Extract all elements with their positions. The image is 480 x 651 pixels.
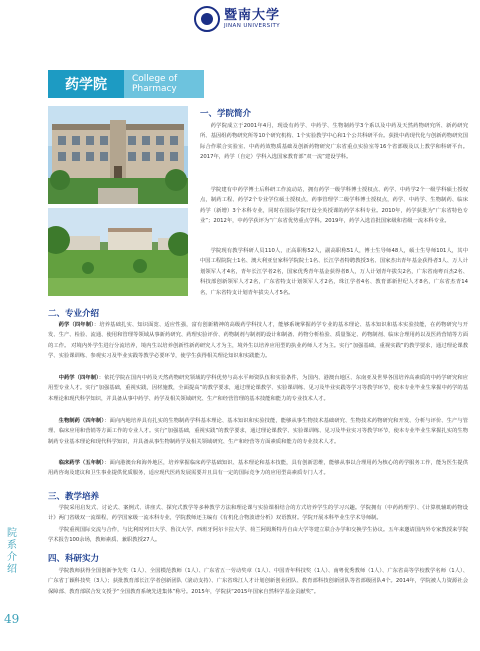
major-tcm-text: ：依托学院在国内中药及天然药物研究领域的学科优势与高水平师资队伍和实验条件，为国内、港澳台地区、东南亚及世界各国培养高素质的中药学研究和应用型专业人才。实行“加强基础，重视实践，因材施教，全面提高”的教学要求，通过理论课教学、实验课训练、见习及毕业实践等学习等教学环节，使本专业毕业生掌握中药学的基本理论和现代科学知识，并具备从事中药学、药学及相关领域研究、生产和经营管理的基本技能和能力的专业技术人才。 bbox=[48, 375, 468, 402]
major-biopharma bbox=[48, 416, 468, 447]
section-heading-majors: 二、专业介绍 bbox=[48, 309, 100, 319]
major-tcm bbox=[48, 373, 468, 404]
major-clinical-text: ：面向港澳台和海外地区，培养掌握临床药学基础知识、基本理论和基本技能，具有创新思维，能够从事以合理用药为核心的药学服务工作，能为医生提供用药咨询及建议和卫生事业提供优质服务，适应现代医药发展需要并且具有一定的国际竞争力的应用型高素质专门人才。 bbox=[48, 460, 468, 477]
college-title: 药学院 bbox=[48, 70, 124, 98]
section-heading-research: 四、科研实力 bbox=[48, 554, 100, 564]
major-biopharma-label: 生物制药（四年制） bbox=[58, 418, 105, 424]
page-number: 49 bbox=[4, 612, 20, 626]
university-logo bbox=[194, 6, 280, 32]
campus-garden-photo bbox=[48, 208, 188, 296]
major-pharmacy bbox=[48, 320, 468, 362]
teaching-paragraph-2: 学院重视国际交流与合作，与比利时列日大学、鲁汶大学、西班牙阿尔卡拉大学、荷兰阿姆斯特丹自由大学等建立联合办学和交换学生协议。五年来邀请国内外专家教授来学院学术报告100余场，教师素质、兼职教授27人。 bbox=[48, 527, 468, 544]
section-heading-teaching: 三、教学培养 bbox=[48, 492, 100, 502]
intro-paragraph-3: 学院现有教学科研人员110人，正高职称52人，副高职称51人，博士生导师48人，硕士生导师101人，其中中国工程院院士1名、澳大利亚皇家科学院院士1名、长江学者特聘教授3名、国家杰出青年基金获得者3人、万人计划领军人才4名，青年长江学者2名，国家优秀青年基金获得者8人，万人计划青年拔尖2名，广东省南粤百杰2名、科技部创新领军人才2名，广东省特支计划领军人才2名，珠江学者4名、教育部新世纪人才8名，广东省杰青14名，广东省特支计划青年拔尖人才5名。 bbox=[200, 248, 468, 296]
section-tab-label: 院系介绍 bbox=[7, 528, 17, 575]
major-pharmacy-text: ：培养基础扎实、知识面宽、适应性强，富有创新精神的高级药学科技人才，能够系统掌握药学专业的基本理论、基本知识和基本实验技能，在药物研究与开发、生产、检验、流通、使用和管理等领域从事新药研究、药理实验评价、药物制剂与制剂的设计和制备、药物分析检验、质量鉴定、药物制剂、临床合理用药以及医药营销等方面的工作。 对境内外学生进行分流培养，境内生以培养创新性新药研究人才为主，境外生以培养应用型的执业药师人才为主。实行“加强基础，重视实践”的教学要求，通过理论课教学、实验课训练、参观实习及毕业实践等教学必要环节，使学生获得相关理论知识和实践能力。 bbox=[48, 322, 468, 360]
research-paragraph-1: 学院教师获得全国创新争先奖（1人）、全国模范教师（1人）、广东省五一劳动奖章（1人）、中国青年科技奖（1人）、南粤优秀教师（1人）、广东省高等学校教学名师（1人）、广东省丁颖科技奖（3人）；获批教育部长江学者创新团队（滚动支持）、广东省珠江人才计划创新创业团队、教育部科技创新团队等省部级团队4个。2014年，学院被人力资源社会保障部、教育部联合发文授予“全国教育系统先进集体”称号。2015年，学院获“2015年国家自然科学基金贡献奖”。 bbox=[48, 568, 468, 595]
university-name-cn: 暨南大学 bbox=[224, 7, 281, 23]
college-subtitle: College of Pharmacy bbox=[124, 70, 204, 98]
major-biopharma-text: ：面向内地培养具有扎实的生物制药学科基本理论、基本知识和实验技能，能够从事生物技术基础研究、生物技术药物研究和开发、分析与评价、生产与管理、临床应用和营销等方面工作的专业人才。实行“加强基础，重视实践”的教学要求，通过理论课教学、实验课训练、见习及毕业实习等教学环节，使本专业毕业生掌握扎实的生物制药专业基本理论和现代科学知识，并具备从事生物制药学及相关领域研究、生产和经营等方面素质和能力的专业技术人才。 bbox=[48, 418, 468, 445]
campus-building-photo bbox=[48, 106, 188, 204]
major-tcm-label: 中药学（四年制） bbox=[58, 375, 99, 381]
teaching-paragraph-1: 学院采用启发式、讨论式、案例式、讲座式、探究式教学等多种教学方法和理论课与实验课相结合的方式培养学生的学习兴趣。学院拥有（中药药理学）、《计算机辅助药物设计》两门省级双一流课程，药学国家级一流本科专业，学院教师还主编有《有机化合物波谱分析》双语教材。学院开展本科毕业生学术导师制。 bbox=[48, 505, 468, 522]
major-pharmacy-label: 药学（四年制） bbox=[58, 322, 94, 328]
university-name-en: JINAN UNIVERSITY bbox=[224, 22, 281, 29]
section-heading-intro: 一、学院简介 bbox=[200, 109, 252, 119]
intro-paragraph-2: 学院建有中药学博士后科研工作流动站，拥有药学一级学科博士授权点、药学、中药学2个一级学科硕士授权点，制药工程、药学2个专业学位硕士授权点，药事管理学二级学科博士授权点，药学、中药学、生物制药、临床药学（新增）3个本科专业，同时在国际学院开设全英授课的药学本科专业。2010年，药学获批为“广东省特色专业”；2012年，中药学获评为“广东省优势重点学科。2019年，药学入选首批国家级和省级一流本科专业。 bbox=[200, 187, 468, 225]
side-margin bbox=[0, 0, 34, 651]
intro-paragraph-1: 药学院成立于2001年4月，现设有药学、中药学、生物制药学3个系以及中药及天然药物研究所、新药研究所、基因组药物研究所等10个研究机构、1个实验教学中心和1个公共科研平台。获批中药现代化与创新药物研究国际合作联合实验室、中药药效物质基础及创新药物研究广东省重点实验室等16个省部级及以上教学和科研平台。2017年，药学（自定）学科入选国家教育部“双一流”建设学科。 bbox=[200, 123, 468, 161]
major-clinical bbox=[48, 458, 468, 479]
college-banner bbox=[48, 70, 468, 98]
major-clinical-label: 临床药学（五年制） bbox=[58, 460, 105, 466]
university-seal-icon bbox=[194, 6, 220, 32]
